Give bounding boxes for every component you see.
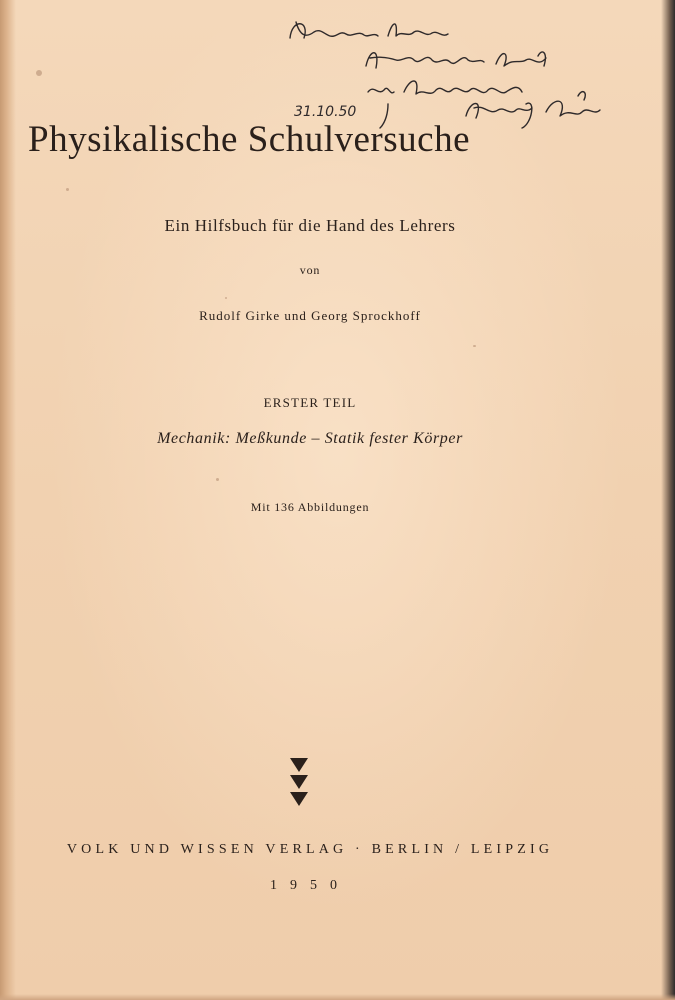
paper-speck	[473, 345, 476, 347]
volume-topic: Mechanik: Meßkunde – Statik fester Körper	[157, 430, 463, 447]
byline: von	[299, 263, 321, 277]
page-right-edge	[661, 0, 675, 1000]
book-title: Physikalische Schulversuche	[28, 119, 470, 160]
figure-count: Mit 136 Abbildungen	[250, 500, 370, 514]
page-bottom-edge	[0, 994, 675, 1000]
publisher-line: VOLK UND WISSEN VERLAG · BERLIN / LEIPZIG	[66, 842, 554, 857]
paper-speck	[36, 70, 42, 76]
dedication-date: 31.10.50	[294, 104, 357, 120]
paper-speck	[216, 478, 219, 481]
part-label: ERSTER TEIL	[263, 395, 357, 410]
paper-speck	[225, 297, 227, 299]
book-subtitle: Ein Hilfsbuch für die Hand des Lehrers	[164, 216, 456, 235]
paper-speck	[66, 188, 69, 191]
authors: Rudolf Girke und Georg Sprockhoff	[199, 308, 421, 323]
triple-triangle-publisher-icon	[287, 756, 311, 808]
publication-year: 1950	[270, 878, 350, 893]
